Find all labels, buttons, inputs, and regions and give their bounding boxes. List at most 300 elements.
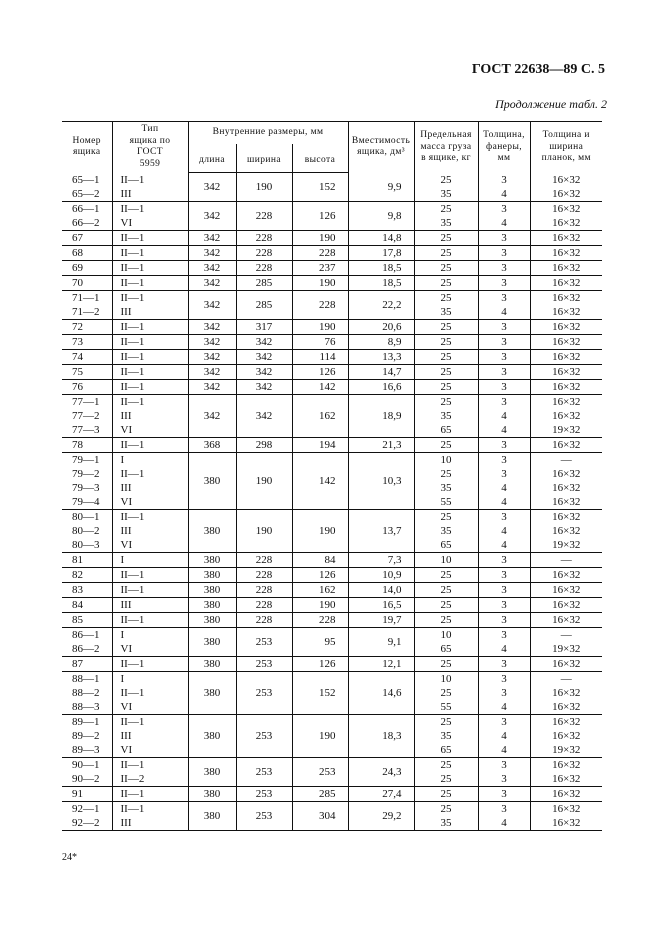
- cell-box-type: VI: [112, 700, 188, 715]
- cell-box-number: 78: [62, 437, 112, 452]
- cell-plank: 19×32: [530, 743, 602, 758]
- cell-plywood: 3: [478, 334, 530, 349]
- table-continuation-label: Продолжение табл. 2: [495, 97, 607, 111]
- cell-max-mass: 25: [414, 334, 478, 349]
- cell-max-mass: 25: [414, 201, 478, 216]
- cell-height: 190: [292, 509, 348, 552]
- cell-box-type: III: [112, 729, 188, 743]
- cell-capacity: 14,8: [348, 230, 414, 245]
- cell-box-type: II—2: [112, 772, 188, 787]
- cell-max-mass: 25: [414, 597, 478, 612]
- header-inner-dimensions: Внутренние размеры, мм: [188, 122, 348, 145]
- cell-plank: 16×32: [530, 816, 602, 831]
- header-number: Номер ящика: [62, 122, 112, 173]
- cell-plywood: 4: [478, 305, 530, 320]
- cell-box-type: VI: [112, 743, 188, 758]
- cell-capacity: 18,5: [348, 260, 414, 275]
- cell-capacity: 18,5: [348, 275, 414, 290]
- cell-max-mass: 35: [414, 816, 478, 831]
- cell-length: 342: [188, 201, 236, 230]
- cell-capacity: 14,7: [348, 364, 414, 379]
- cell-box-number: 75: [62, 364, 112, 379]
- cell-plank: 16×32: [530, 319, 602, 334]
- cell-width: 342: [236, 334, 292, 349]
- cell-plank: 16×32: [530, 714, 602, 729]
- cell-plank: 16×32: [530, 275, 602, 290]
- cell-box-type: II—1: [112, 230, 188, 245]
- cell-plank: 16×32: [530, 686, 602, 700]
- cell-capacity: 29,2: [348, 801, 414, 830]
- cell-length: 342: [188, 379, 236, 394]
- cell-max-mass: 25: [414, 567, 478, 582]
- cell-length: 342: [188, 275, 236, 290]
- cell-box-number: 82: [62, 567, 112, 582]
- cell-box-type: II—1: [112, 656, 188, 671]
- boxes-table: [62, 121, 602, 831]
- cell-box-type: II—1: [112, 173, 188, 187]
- cell-plank: 16×32: [530, 597, 602, 612]
- cell-box-number: 67: [62, 230, 112, 245]
- cell-max-mass: 25: [414, 582, 478, 597]
- cell-plank: 16×32: [530, 582, 602, 597]
- cell-box-number: 71—1: [72, 291, 100, 304]
- cell-capacity: 10,3: [348, 452, 414, 509]
- cell-height: 228: [292, 290, 348, 319]
- cell-height: 228: [292, 245, 348, 260]
- cell-height: 190: [292, 275, 348, 290]
- table-row: [62, 552, 602, 567]
- cell-width: 228: [236, 201, 292, 230]
- cell-box-type: II—1: [112, 437, 188, 452]
- table-row: [62, 671, 602, 686]
- cell-plank: —: [530, 552, 602, 567]
- cell-box-number: 74: [62, 349, 112, 364]
- header-plank-size: Толщина и ширина планок, мм: [530, 122, 602, 173]
- cell-box-number: 66—2: [62, 216, 112, 231]
- cell-plank: 19×32: [530, 538, 602, 553]
- cell-plywood: 4: [478, 538, 530, 553]
- cell-plank: 16×32: [530, 409, 602, 423]
- cell-plank: 16×32: [530, 612, 602, 627]
- cell-height: 162: [292, 582, 348, 597]
- cell-box-number: 65—1: [72, 173, 100, 186]
- cell-length: 380: [188, 597, 236, 612]
- cell-max-mass: 10: [414, 671, 478, 686]
- table-row: [62, 582, 602, 597]
- table-row: [62, 230, 602, 245]
- cell-plank: 16×32: [530, 437, 602, 452]
- cell-capacity: 13,7: [348, 509, 414, 552]
- cell-plank: 16×32: [530, 245, 602, 260]
- cell-plank: 16×32: [530, 729, 602, 743]
- cell-max-mass: 25: [414, 686, 478, 700]
- cell-max-mass: 25: [414, 379, 478, 394]
- cell-height: 152: [292, 671, 348, 714]
- cell-length: 380: [188, 552, 236, 567]
- cell-box-number: 71—2: [62, 305, 112, 320]
- cell-box-type: VI: [112, 216, 188, 231]
- cell-capacity: 24,3: [348, 757, 414, 786]
- cell-plywood: 4: [478, 816, 530, 831]
- cell-plywood: 4: [478, 700, 530, 715]
- cell-plywood: 3: [478, 173, 530, 187]
- cell-height: 237: [292, 260, 348, 275]
- cell-width: 228: [236, 230, 292, 245]
- cell-capacity: 14,0: [348, 582, 414, 597]
- cell-plank: 16×32: [530, 379, 602, 394]
- cell-box-type: III: [112, 305, 188, 320]
- cell-plywood: 3: [478, 801, 530, 816]
- cell-plywood: 3: [478, 319, 530, 334]
- cell-max-mass: 55: [414, 700, 478, 715]
- cell-capacity: 12,1: [348, 656, 414, 671]
- cell-height: 126: [292, 201, 348, 230]
- cell-plank: 16×32: [530, 495, 602, 510]
- cell-capacity: 13,3: [348, 349, 414, 364]
- cell-capacity: 17,8: [348, 245, 414, 260]
- cell-max-mass: 25: [414, 714, 478, 729]
- cell-box-number: 72: [62, 319, 112, 334]
- cell-plywood: 3: [478, 364, 530, 379]
- cell-plank: 16×32: [530, 509, 602, 524]
- cell-plank: 16×32: [530, 334, 602, 349]
- cell-height: 142: [292, 452, 348, 509]
- cell-box-type: III: [112, 481, 188, 495]
- cell-box-number: 80—1: [72, 510, 100, 523]
- cell-max-mass: 25: [414, 509, 478, 524]
- cell-max-mass: 25: [414, 786, 478, 801]
- table-row: [62, 319, 602, 334]
- cell-max-mass: 35: [414, 729, 478, 743]
- cell-max-mass: 25: [414, 245, 478, 260]
- table-row: [62, 597, 602, 612]
- cell-plywood: 4: [478, 481, 530, 495]
- cell-capacity: 9,1: [348, 627, 414, 656]
- cell-box-type: III: [112, 524, 188, 538]
- cell-width: 190: [236, 452, 292, 509]
- table-row: [62, 349, 602, 364]
- cell-box-type: III: [112, 187, 188, 202]
- cell-capacity: 7,3: [348, 552, 414, 567]
- cell-width: 253: [236, 627, 292, 656]
- cell-box-number: 90—2: [62, 772, 112, 787]
- cell-max-mass: 25: [414, 467, 478, 481]
- cell-box-number: 86—2: [62, 642, 112, 657]
- cell-plank: —: [530, 452, 602, 467]
- cell-box-type: II—1: [112, 467, 188, 481]
- cell-plywood: 3: [478, 452, 530, 467]
- table-row: [62, 612, 602, 627]
- table-row: [62, 627, 602, 642]
- cell-max-mass: 35: [414, 481, 478, 495]
- table-row: [62, 173, 602, 187]
- cell-plywood: 3: [478, 612, 530, 627]
- cell-height: 76: [292, 334, 348, 349]
- cell-box-number: 65—2: [62, 187, 112, 202]
- cell-capacity: 16,6: [348, 379, 414, 394]
- table-body: [62, 173, 602, 831]
- cell-box-number: 91: [62, 786, 112, 801]
- cell-box-number: 76: [62, 379, 112, 394]
- cell-box-type: II—1: [112, 290, 188, 305]
- cell-plank: 16×32: [530, 230, 602, 245]
- cell-box-number: 84: [62, 597, 112, 612]
- header-plywood-thickness: Толщина, фанеры, мм: [478, 122, 530, 173]
- cell-plywood: 3: [478, 552, 530, 567]
- cell-box-number: 90—1: [72, 758, 100, 771]
- cell-plank: 16×32: [530, 481, 602, 495]
- cell-box-number: 81: [62, 552, 112, 567]
- cell-box-type: VI: [112, 495, 188, 510]
- cell-max-mass: 25: [414, 656, 478, 671]
- cell-length: 380: [188, 452, 236, 509]
- cell-box-type: II—1: [112, 394, 188, 409]
- cell-length: 342: [188, 290, 236, 319]
- cell-plank: 16×32: [530, 801, 602, 816]
- cell-plank: 16×32: [530, 700, 602, 715]
- cell-height: 190: [292, 714, 348, 757]
- header-max-mass: Предельная масса груза в ящике, кг: [414, 122, 478, 173]
- cell-max-mass: 65: [414, 423, 478, 438]
- cell-plywood: 4: [478, 495, 530, 510]
- cell-length: 342: [188, 230, 236, 245]
- cell-plywood: 4: [478, 642, 530, 657]
- cell-box-number: 87: [62, 656, 112, 671]
- cell-length: 342: [188, 245, 236, 260]
- cell-width: 228: [236, 582, 292, 597]
- table-row: [62, 379, 602, 394]
- cell-box-number: 73: [62, 334, 112, 349]
- cell-plank: 16×32: [530, 656, 602, 671]
- cell-plywood: 4: [478, 409, 530, 423]
- cell-box-type: I: [112, 552, 188, 567]
- cell-plywood: 3: [478, 627, 530, 642]
- page-footer: 24*: [62, 852, 77, 863]
- cell-plywood: 3: [478, 714, 530, 729]
- cell-plywood: 4: [478, 524, 530, 538]
- cell-box-type: II—1: [112, 260, 188, 275]
- cell-max-mass: 25: [414, 394, 478, 409]
- cell-box-type: II—1: [112, 686, 188, 700]
- table-row: [62, 364, 602, 379]
- cell-plywood: 3: [478, 349, 530, 364]
- cell-length: 380: [188, 656, 236, 671]
- cell-length: 342: [188, 334, 236, 349]
- cell-width: 228: [236, 612, 292, 627]
- cell-box-type: II—1: [112, 334, 188, 349]
- cell-capacity: 19,7: [348, 612, 414, 627]
- cell-box-type: II—1: [112, 757, 188, 772]
- cell-length: 380: [188, 509, 236, 552]
- cell-plywood: 3: [478, 656, 530, 671]
- cell-width: 228: [236, 597, 292, 612]
- cell-plywood: 4: [478, 187, 530, 202]
- cell-plywood: 4: [478, 216, 530, 231]
- cell-box-type: II—1: [112, 245, 188, 260]
- table-row: [62, 509, 602, 524]
- cell-height: 142: [292, 379, 348, 394]
- cell-box-type: II—1: [112, 612, 188, 627]
- cell-max-mass: 65: [414, 743, 478, 758]
- cell-plank: 16×32: [530, 290, 602, 305]
- cell-capacity: 9,8: [348, 201, 414, 230]
- cell-capacity: 22,2: [348, 290, 414, 319]
- cell-max-mass: 35: [414, 524, 478, 538]
- cell-width: 298: [236, 437, 292, 452]
- table-row: [62, 452, 602, 467]
- cell-plywood: 4: [478, 743, 530, 758]
- cell-width: 342: [236, 349, 292, 364]
- cell-height: 228: [292, 612, 348, 627]
- cell-box-type: II—1: [112, 582, 188, 597]
- cell-box-number: 77—3: [62, 423, 112, 438]
- cell-max-mass: 35: [414, 187, 478, 202]
- cell-plank: 16×32: [530, 173, 602, 187]
- cell-box-number: 79—4: [62, 495, 112, 510]
- cell-plank: 16×32: [530, 349, 602, 364]
- cell-max-mass: 25: [414, 801, 478, 816]
- cell-width: 253: [236, 757, 292, 786]
- cell-box-number: 70: [62, 275, 112, 290]
- cell-width: 253: [236, 671, 292, 714]
- cell-box-number: 89—3: [62, 743, 112, 758]
- cell-box-number: 92—1: [72, 802, 100, 815]
- cell-box-number: 85: [62, 612, 112, 627]
- cell-max-mass: 25: [414, 772, 478, 787]
- header-length: длина: [188, 144, 236, 173]
- cell-box-type: II—1: [112, 364, 188, 379]
- cell-length: 380: [188, 671, 236, 714]
- cell-plywood: 3: [478, 597, 530, 612]
- cell-plank: 16×32: [530, 305, 602, 320]
- cell-max-mass: 25: [414, 364, 478, 379]
- cell-plank: 16×32: [530, 786, 602, 801]
- cell-width: 253: [236, 714, 292, 757]
- cell-box-type: II—1: [112, 319, 188, 334]
- cell-max-mass: 25: [414, 173, 478, 187]
- cell-length: 342: [188, 364, 236, 379]
- table-row: [62, 757, 602, 772]
- cell-width: 285: [236, 290, 292, 319]
- cell-width: 228: [236, 260, 292, 275]
- cell-length: 380: [188, 801, 236, 830]
- cell-plywood: 3: [478, 201, 530, 216]
- cell-plank: —: [530, 671, 602, 686]
- table-row: [62, 567, 602, 582]
- cell-length: 380: [188, 714, 236, 757]
- cell-width: 317: [236, 319, 292, 334]
- cell-plywood: 3: [478, 757, 530, 772]
- cell-plywood: 3: [478, 437, 530, 452]
- cell-box-type: I: [112, 452, 188, 467]
- cell-box-type: VI: [112, 642, 188, 657]
- cell-box-number: 86—1: [72, 628, 100, 641]
- cell-length: 380: [188, 582, 236, 597]
- cell-box-number: 88—1: [72, 672, 100, 685]
- table-row: [62, 786, 602, 801]
- cell-plank: 16×32: [530, 567, 602, 582]
- cell-width: 342: [236, 394, 292, 437]
- cell-box-number: 92—2: [62, 816, 112, 831]
- cell-box-type: II—1: [112, 567, 188, 582]
- cell-length: 342: [188, 349, 236, 364]
- table-row: [62, 714, 602, 729]
- cell-box-number: 69: [62, 260, 112, 275]
- cell-width: 190: [236, 509, 292, 552]
- cell-box-number: 88—2: [72, 686, 100, 699]
- header-type: Тип ящика по ГОСТ 5959: [112, 122, 188, 173]
- cell-max-mass: 65: [414, 642, 478, 657]
- cell-capacity: 27,4: [348, 786, 414, 801]
- cell-box-type: I: [112, 671, 188, 686]
- cell-plywood: 3: [478, 245, 530, 260]
- table-row: [62, 437, 602, 452]
- cell-height: 190: [292, 319, 348, 334]
- cell-box-type: III: [112, 597, 188, 612]
- cell-capacity: 16,5: [348, 597, 414, 612]
- cell-width: 342: [236, 364, 292, 379]
- cell-box-number: 80—3: [62, 538, 112, 553]
- cell-plank: 19×32: [530, 423, 602, 438]
- cell-length: 368: [188, 437, 236, 452]
- cell-plywood: 3: [478, 509, 530, 524]
- cell-width: 190: [236, 173, 292, 202]
- cell-capacity: 8,9: [348, 334, 414, 349]
- cell-box-type: II—1: [112, 509, 188, 524]
- cell-length: 380: [188, 567, 236, 582]
- cell-box-number: 66—1: [72, 202, 100, 215]
- cell-plank: 16×32: [530, 216, 602, 231]
- cell-capacity: 20,6: [348, 319, 414, 334]
- cell-capacity: 18,3: [348, 714, 414, 757]
- cell-box-type: III: [112, 409, 188, 423]
- cell-capacity: 9,9: [348, 173, 414, 202]
- table-row: [62, 334, 602, 349]
- table-row: [62, 801, 602, 816]
- cell-length: 380: [188, 627, 236, 656]
- cell-length: 380: [188, 757, 236, 786]
- cell-length: 380: [188, 612, 236, 627]
- cell-width: 253: [236, 656, 292, 671]
- cell-box-type: I: [112, 627, 188, 642]
- cell-box-number: 79—3: [72, 481, 100, 494]
- table-row: [62, 260, 602, 275]
- cell-plywood: 3: [478, 290, 530, 305]
- cell-box-type: II—1: [112, 801, 188, 816]
- cell-capacity: 21,3: [348, 437, 414, 452]
- cell-plywood: 3: [478, 786, 530, 801]
- cell-max-mass: 25: [414, 230, 478, 245]
- cell-box-number: 89—2: [72, 729, 100, 742]
- cell-height: 152: [292, 173, 348, 202]
- cell-capacity: 14,6: [348, 671, 414, 714]
- cell-plywood: 3: [478, 260, 530, 275]
- cell-box-number: 68: [62, 245, 112, 260]
- cell-plank: 16×32: [530, 394, 602, 409]
- cell-height: 126: [292, 567, 348, 582]
- cell-length: 380: [188, 786, 236, 801]
- cell-width: 285: [236, 275, 292, 290]
- cell-length: 342: [188, 260, 236, 275]
- cell-capacity: 18,9: [348, 394, 414, 437]
- cell-max-mass: 25: [414, 757, 478, 772]
- table-row: [62, 201, 602, 216]
- table-row: [62, 394, 602, 409]
- cell-height: 285: [292, 786, 348, 801]
- cell-box-type: II—1: [112, 201, 188, 216]
- cell-max-mass: 10: [414, 452, 478, 467]
- cell-plywood: 3: [478, 467, 530, 481]
